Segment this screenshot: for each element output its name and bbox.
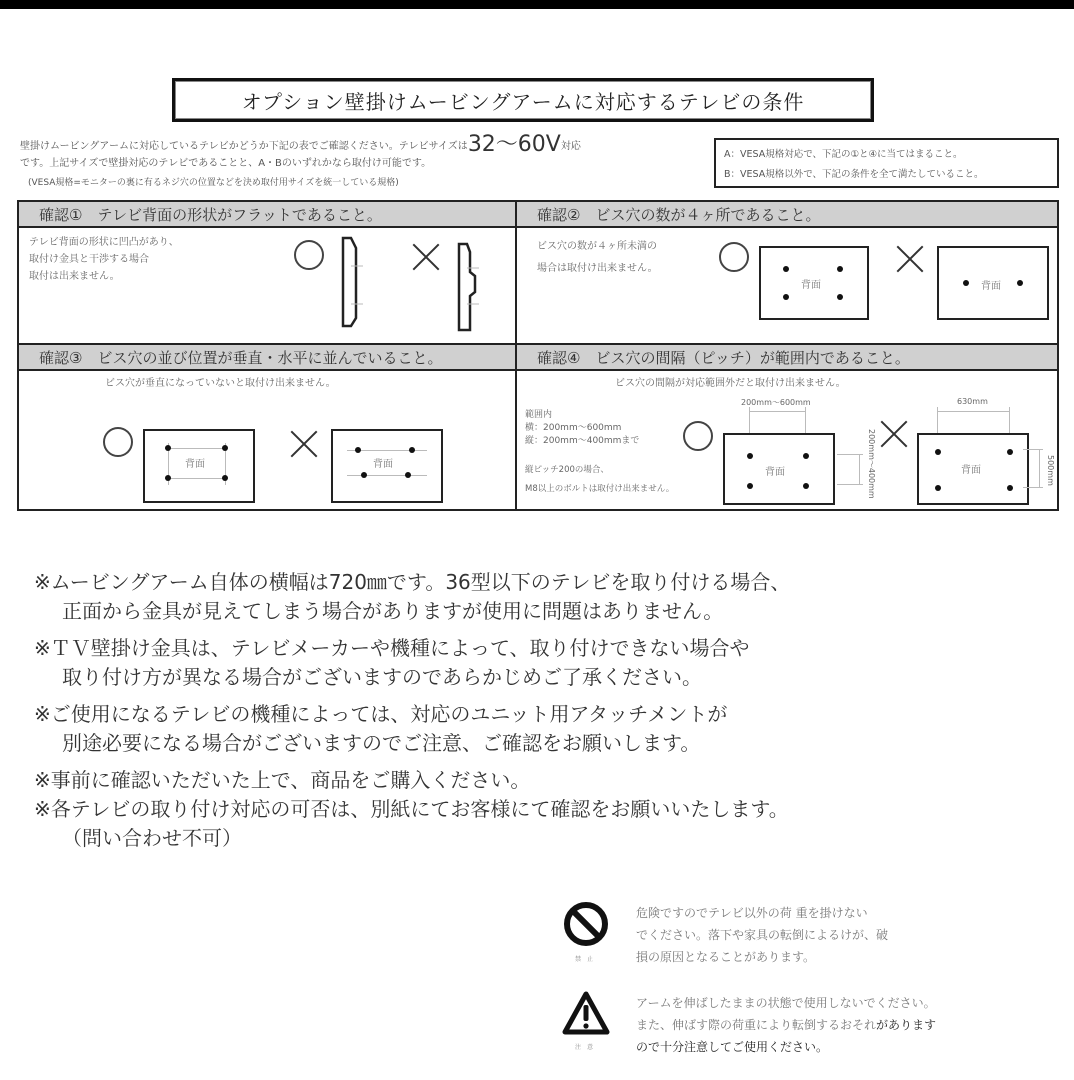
screw-hole [405,472,411,478]
tv-back-aligned-holes: 背面 [143,429,255,503]
screw-hole [222,475,228,481]
flat-tv-profile-icon [339,236,369,328]
ok-circle-icon [719,242,749,272]
warning-prohibited [562,900,1022,970]
ok-circle-icon [103,427,133,457]
check-4-cell [517,345,1057,509]
note-4: ※事前に確認いただいた上で、商品をご購入ください。 [34,768,531,792]
condition-b: B：VESA規格以外で、下記の条件を全て満たしていること。 [724,169,984,180]
ok-vertical-dimension: 200mm〜400mm [867,429,876,499]
ng-horizontal-dimension: 630mm [957,397,988,406]
caution-label: 注意 [574,1044,599,1051]
prohibited-label: 禁止 [574,956,599,963]
page-title-box [172,78,874,122]
screw-hole [355,447,361,453]
vesa-note: (VESA規格=モニターの裏に有るネジ穴の位置などを決め取付用サイズを統一している規格) [28,178,399,188]
ng-cross-icon [411,242,441,272]
screw-hole [803,453,809,459]
screw-hole [935,485,941,491]
condition-a: A：VESA規格対応で、下記の①と④に当てはまること。 [724,149,963,160]
check-2-cell [517,202,1057,345]
screw-hole [361,472,367,478]
prohibited-icon [562,900,610,948]
intro-line2: です。上記サイズで壁掛対応のテレビであることと、A・Bのいずれかなら取付け可能です。 [20,158,432,169]
ng-vertical-dimension: 500mm [1046,455,1055,486]
note-2-line-1: ※ＴＶ壁掛け金具は、テレビメーカーや機種によって、取り付けできない場合や [34,636,750,660]
check-3-heading: 確認③ ビス穴の並び位置が垂直・水平に並んでいること。 [19,345,515,371]
ok-horizontal-dimension: 200mm〜600mm [741,398,811,407]
note-1-line-2: 正面から金具が見えてしまう場合がありますが使用に問題はありません。 [62,599,724,623]
ng-cross-icon [895,244,925,274]
check-table [17,200,1059,511]
ng-cross-icon [879,419,909,449]
screw-hole [963,280,969,286]
screw-hole [165,445,171,451]
screw-hole [747,453,753,459]
caution-text: アームを伸ばしたままの状態で使用しないでください。 また、伸ばす際の荷重により転倒するおそれがあります ので十分注意してご使用ください。 [636,996,937,1054]
pitch-bolt-note: 縦ピッチ200の場合、 M8以上のボルトは取付け出来ません。 [525,465,675,494]
screw-hole [165,475,171,481]
top-black-bar [0,0,1074,9]
intro-line1: 壁掛けムービングアームに対応しているテレビかどうか下記の表でご確認ください。テレビサイズは [20,141,468,152]
tv-back-four-holes: 背面 [759,246,869,320]
screw-hole [803,483,809,489]
screw-hole [409,447,415,453]
screw-hole [1007,449,1013,455]
notes-list [34,568,974,853]
screw-hole [935,449,941,455]
uneven-tv-profile-icon [455,242,489,334]
screw-hole [1007,485,1013,491]
check-1-cell [19,202,517,345]
ok-circle-icon [294,240,324,270]
ng-cross-icon [289,429,319,459]
tv-back-pitch-ng: 背面 [917,433,1029,505]
check-2-heading: 確認② ビス穴の数が４ヶ所であること。 [517,202,1057,228]
check-1-heading: 確認① テレビ背面の形状がフラットであること。 [19,202,515,228]
note-2-line-2: 取り付け方が異なる場合がございますのであらかじめご了承ください。 [62,665,702,689]
note-3-line-1: ※ご使用になるテレビの機種によっては、対応のユニット用アタッチメントが [34,702,728,726]
warning-caution [562,990,1022,1065]
note-3-line-2: 別途必要になる場合がございますのでご注意、ご確認をお願いします。 [62,731,701,755]
check-4-description: ビス穴の間隔が対応範囲外だと取付け出来ません。 [615,378,846,389]
note-5-line-2: （問い合わせ不可） [62,826,242,850]
note-5-line-1: ※各テレビの取り付け対応の可否は、別紙にてお客様にて確認をお願いいたします。 [34,797,789,821]
screw-hole [222,445,228,451]
ok-circle-icon [683,421,713,451]
tv-back-misaligned-holes: 背面 [331,429,443,503]
page-title: オプション壁掛けムービングアームに対応するテレビの条件 [241,89,805,114]
tv-back-two-holes: 背面 [937,246,1049,320]
tv-size-range: 32〜60V [467,132,561,157]
check-3-cell [19,345,517,509]
prohibited-text: 危険ですのでテレビ以外の荷 重を掛けない でください。落下や家具の転倒によるけが、破 損の原因となることがあります。 [636,906,889,964]
note-1-line-1: ※ムービングアーム自体の横幅は720㎜です。36型以下のテレビを取り付ける場合、 [34,570,791,594]
check-4-heading: 確認④ ビス穴の間隔（ピッチ）が範囲内であること。 [517,345,1057,371]
intro-text [20,132,710,192]
screw-hole [783,294,789,300]
check-2-description: ビス穴の数が４ヶ所未満の 場合は取付け出来ません。 [537,241,658,274]
caution-icon [562,990,610,1036]
screw-hole [747,483,753,489]
screw-hole [1017,280,1023,286]
check-3-description: ビス穴が垂直になっていないと取付け出来ません。 [105,378,336,389]
pitch-range-info: 範囲内 横：200mm〜600mm 縦：200mm〜400mmまで [525,410,640,446]
check-1-description: テレビ背面の形状に凹凸があり、 取付け金具と干渉する場合 取付は出来ません。 [29,237,179,282]
conditions-box [714,138,1059,188]
screw-hole [837,294,843,300]
screw-hole [783,266,789,272]
tv-back-pitch-ok: 背面 [723,433,835,505]
screw-hole [837,266,843,272]
intro-line1-suffix: 対応 [560,141,581,152]
